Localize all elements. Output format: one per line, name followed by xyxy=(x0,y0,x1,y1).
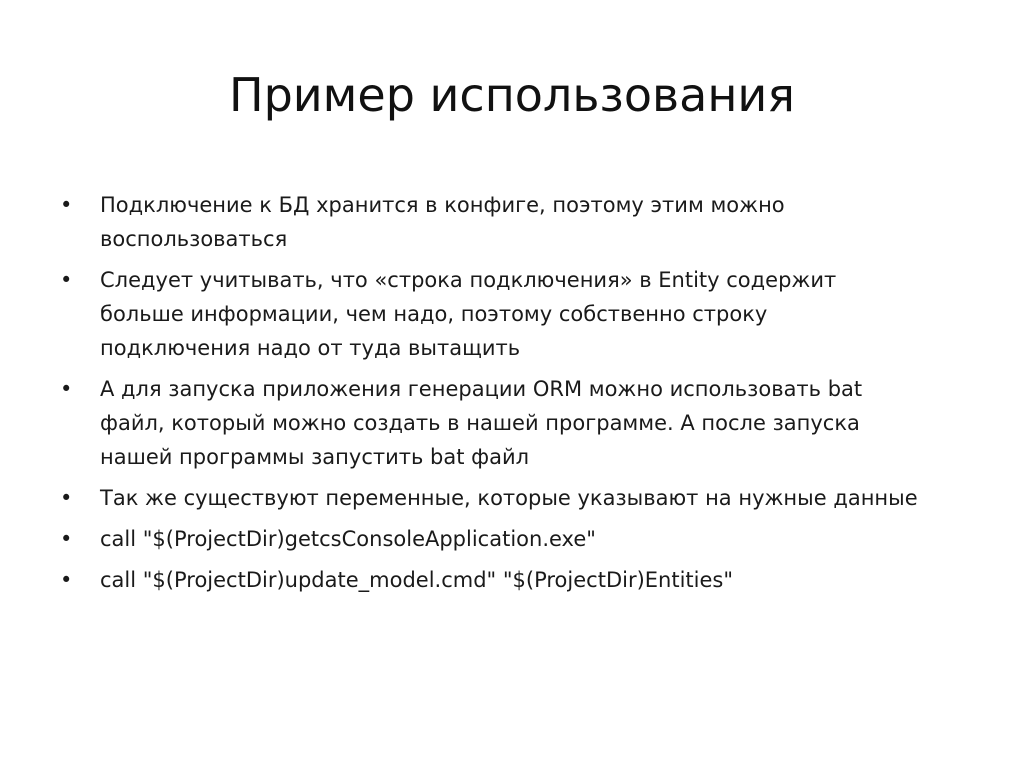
bullet-dot-icon: • xyxy=(60,268,73,292)
bullet-text: Следует учитывать, что «строка подключения» в Entity содержит больше информации, чем надо, поэтому собственно строку подключения надо от туда вытащить xyxy=(100,268,837,360)
bullet-text: call "$(ProjectDir)update_model.cmd" "$(ProjectDir)Entities" xyxy=(100,568,734,592)
bullet-list xyxy=(60,188,920,604)
bullet-text: Подключение к БД хранится в конфиге, поэтому этим можно воспользоваться xyxy=(100,193,785,251)
bullet-dot-icon: • xyxy=(60,486,73,510)
bullet-item xyxy=(60,372,920,474)
bullet-dot-icon: • xyxy=(60,527,73,551)
bullet-dot-icon: • xyxy=(60,568,73,592)
bullet-text: call "$(ProjectDir)getcsConsoleApplication.exe" xyxy=(100,527,596,551)
bullet-dot-icon: • xyxy=(60,193,73,217)
bullet-item xyxy=(60,188,920,256)
bullet-dot-icon: • xyxy=(60,377,73,401)
bullet-item xyxy=(60,481,920,515)
bullet-item xyxy=(60,263,920,365)
bullet-text: А для запуска приложения генерации ORM можно использовать bat файл, который можно создать в нашей программе. А после запуска нашей программы запустить bat файл xyxy=(100,377,863,469)
bullet-item xyxy=(60,522,920,556)
slide-title: Пример использования xyxy=(229,68,795,122)
bullet-item xyxy=(60,563,920,597)
bullet-text: Так же существуют переменные, которые указывают на нужные данные xyxy=(100,486,918,510)
